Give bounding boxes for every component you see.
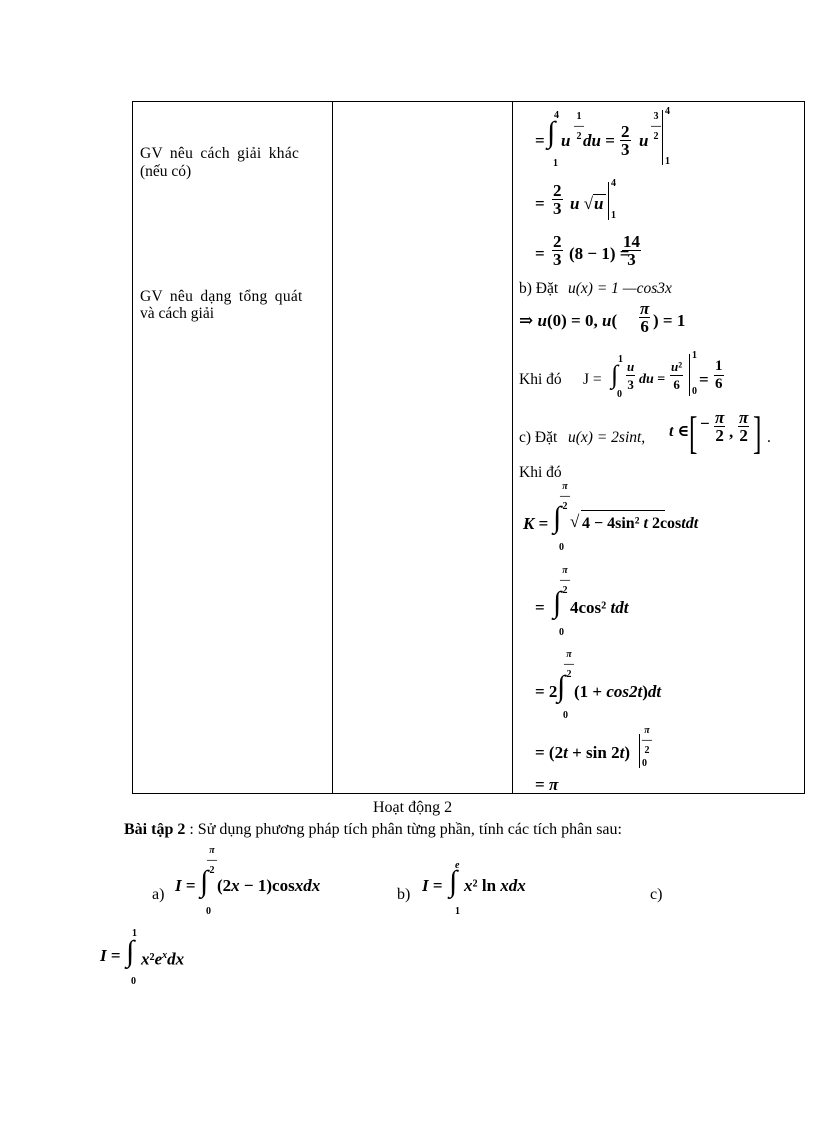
document-page: GV nêu cách giải khác (nếu có) GV nêu dạng tổng quát và cách giải = 4 ∫ 1 u 1 — 2 du = $\frac{2}{3}$ u 3 — 2 4 1 = $\frac{2}{3}$ u √ u 4 1 = $\frac{2}{3}$ (8 − 1) = $\frac{14}{3}$ b) Đặt u(x) = 1 —cos3x ⇒ u(0) = 0, u( $\frac{\pi}{6}$ ) = 1 Khi đó J = 1 ∫ 0 $\frac{u}{3}$ du = $\frac{\text{u²}}{6}$ 1 0 = $\frac{1}{6}$ c) Đặt u(x) = 2sint, t ∈ [ − $\frac{\pi}{2}$ , $\frac{\pi}{2}$ ] . Khi đó K = π — 2 ∫ 0 √ 4 − 4sin² t 2costdt = π — 2 ∫ 0 4cos² tdt = 2 π — 2 ∫ 0 (1 + cos2t)dt = (2t + sin 2t) π — 2 0 = π Hoạt động 2 Bài tập 2 : Sử dụng phương pháp tích phân từng phần, tính các tích phân sau: a) I = π — 2 ∫ 0 (2x − 1)cosxdx b) I = e ∫ 1 x² ln xdx c) I = 1 ∫ 0 $x^2e^xdx$	[0, 0, 816, 1123]
part-c-label: c) Đặt	[519, 429, 558, 446]
part-c-exercise-label: c)	[650, 886, 663, 903]
teacher-note-line: GV nêu dạng tổng quát	[140, 288, 303, 305]
exercise-statement	[124, 821, 622, 839]
J-label: J =	[583, 371, 602, 388]
activity-heading: Hoạt động 2	[373, 799, 453, 816]
teacher-note-line: (nếu có)	[140, 163, 192, 180]
column-divider	[332, 102, 333, 793]
teacher-note-line: GV nêu cách giải khác	[140, 145, 300, 162]
column-divider	[512, 102, 513, 793]
lesson-table: GV nêu cách giải khác (nếu có) GV nêu dạng tổng quát và cách giải = 4 ∫ 1 u 1 — 2 du = $\frac{2}{3}$ u 3 — 2 4 1 = $\frac{2}{3}$ u √ u 4 1 = $\frac{2}{3}$ (8 − 1) = $\frac{14}{3}$ b) Đặt u(x) = 1 —cos3x ⇒ u(0) = 0, u( $\frac{\pi}{6}$ ) = 1 Khi đó J = 1 ∫ 0 $\frac{u}{3}$ du = $\frac{\text{u²}}{6}$ 1 0 = $\frac{1}{6}$ c) Đặt u(x) = 2sint, t ∈ [ − $\frac{\pi}{2}$ , $\frac{\pi}{2}$ ] . Khi đó K = π — 2 ∫ 0 √ 4 − 4sin² t 2costdt = π — 2 ∫ 0 4cos² tdt = 2 π — 2 ∫ 0 (1 + cos2t)dt = (2t + sin 2t) π — 2 0 = π	[132, 101, 805, 794]
khi-do-label: Khi đó	[519, 371, 562, 388]
part-b-label: b) Đặt	[519, 280, 559, 297]
part-c-substitution: u(x) = 2sint,	[568, 429, 646, 446]
teacher-note-line: và cách giải	[140, 305, 215, 322]
exercise-title: Bài tập 2	[124, 821, 186, 838]
final-result: = π	[535, 775, 559, 794]
khi-do-label: Khi đó	[519, 464, 562, 481]
exercise-text: : Sử dụng phương pháp tích phân từng phần, tính các tích phân sau:	[185, 821, 622, 838]
part-b-exercise-label: b)	[397, 886, 411, 903]
part-b-substitution: u(x) = 1 —cos3x	[568, 280, 672, 297]
part-a-label: a)	[152, 886, 165, 903]
